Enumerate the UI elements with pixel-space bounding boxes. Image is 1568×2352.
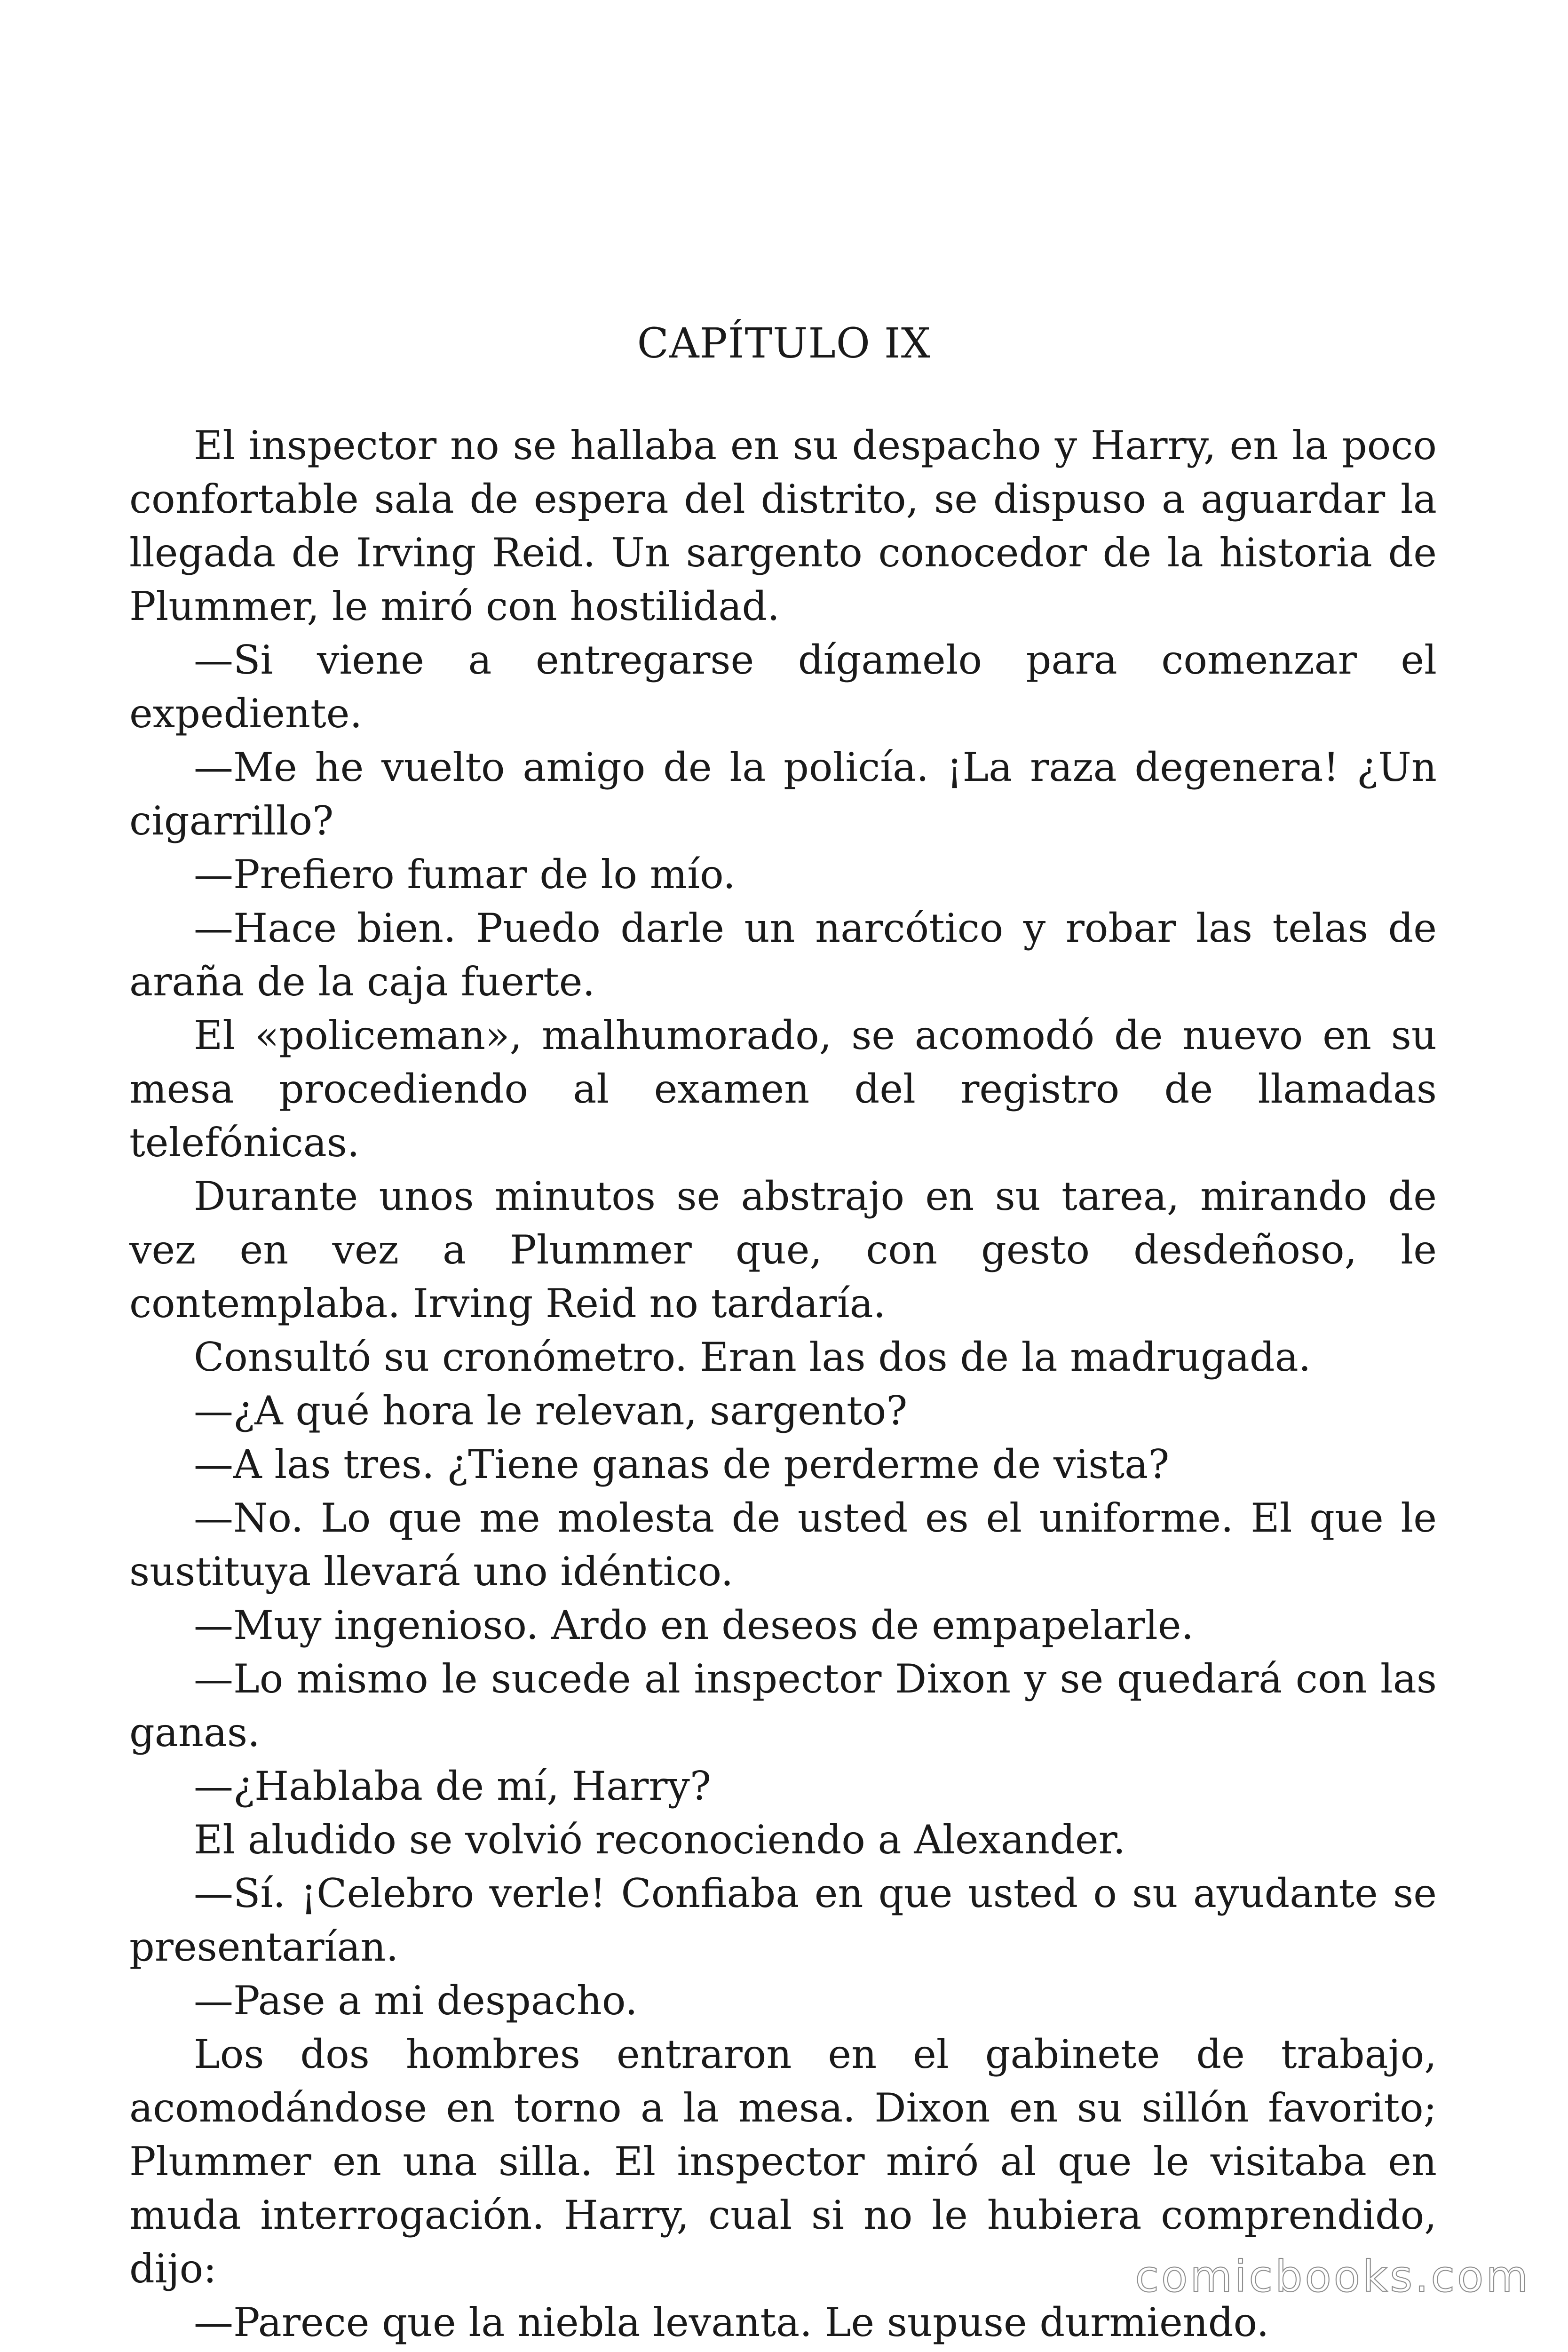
chapter-body — [129, 419, 1437, 2349]
paragraph: —No. Lo que me molesta de usted es el uniforme. El que le sustituya llevará uno idéntico. — [129, 1495, 1437, 1595]
paragraph: —Si viene a entregarse dígamelo para comenzar el expediente. — [129, 637, 1437, 737]
paragraph: —Muy ingenioso. Ardo en deseos de empapelarle. — [194, 1602, 1194, 1648]
paragraph: —A las tres. ¿Tiene ganas de perderme de vista? — [194, 1441, 1170, 1487]
paragraph: —Me he vuelto amigo de la policía. ¡La raza degenera! ¿Un cigarrillo? — [129, 744, 1437, 844]
paragraph: El aludido se volvió reconociendo a Alexander. — [194, 1817, 1126, 1863]
paragraph: El «policeman», malhumorado, se acomodó de nuevo en su mesa procediendo al examen del registro de llamadas telefónicas. — [129, 1012, 1437, 1166]
paragraph: —¿Hablaba de mí, Harry? — [194, 1763, 711, 1809]
paragraph: Durante unos minutos se abstrajo en su tarea, mirando de vez en vez a Plummer que, con gesto desdeñoso, le contemplaba. Irving Reid no tardaría. — [129, 1173, 1437, 1327]
paragraph: El inspector no se hallaba en su despacho y Harry, en la poco confortable sala de espera del distrito, se dispuso a aguardar la llegada de Irving Reid. Un sargento conocedor de la historia de Plummer, le miró con hostilidad. — [129, 422, 1437, 629]
paragraph: —Pase a mi despacho. — [194, 1978, 638, 2024]
chapter-title: CAPÍTULO IX — [637, 319, 931, 367]
paragraph: —¿A qué hora le relevan, sargento? — [194, 1388, 908, 1434]
paragraph: —Lo mismo le sucede al inspector Dixon y se quedará con las ganas. — [129, 1656, 1437, 1756]
paragraph: —Hace bien. Puedo darle un narcótico y robar las telas de araña de la caja fuerte. — [129, 905, 1437, 1005]
paragraph: Los dos hombres entraron en el gabinete de trabajo, acomodándose en torno a la mesa. Dixon en su sillón favorito; Plummer en una silla. El inspector miró al que le visitaba en muda interrogación. Harry, cual si no le hubiera comprendido, dijo: — [129, 2031, 1437, 2292]
paragraph: —Parece que la niebla levanta. Le supuse durmiendo. — [194, 2299, 1269, 2345]
paragraph: —Prefiero fumar de lo mío. — [194, 851, 736, 898]
paragraph: —Sí. ¡Celebro verle! Confiaba en que usted o su ayudante se presentarían. — [129, 1870, 1437, 1970]
watermark: comicbooks.com — [1135, 2251, 1530, 2302]
paragraph: Consultó su cronómetro. Eran las dos de la madrugada. — [194, 1334, 1311, 1380]
